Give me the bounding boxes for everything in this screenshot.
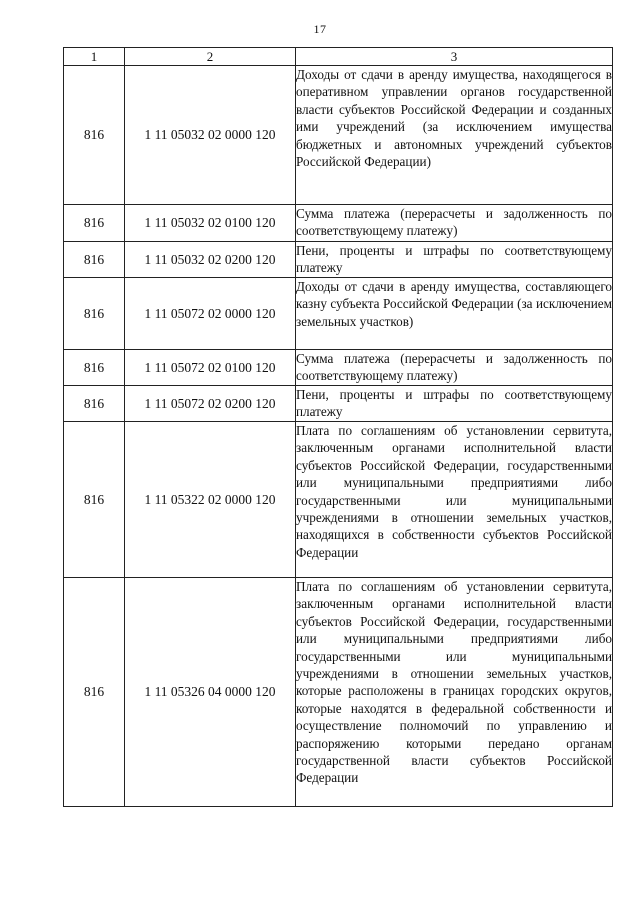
budget-code-cell: 1 11 05072 02 0100 120 xyxy=(125,350,296,386)
page-number: 17 xyxy=(313,22,327,36)
column-header-3: 3 xyxy=(296,48,613,66)
description-cell: Сумма платежа (перерасчеты и задолженность по соответствующему платежу) xyxy=(296,350,613,386)
budget-code-cell: 1 11 05072 02 0000 120 xyxy=(125,278,296,350)
budget-code-cell: 1 11 05032 02 0200 120 xyxy=(125,242,296,278)
org-code-cell: 816 xyxy=(64,278,125,350)
org-code-cell: 816 xyxy=(64,386,125,422)
org-code-cell: 816 xyxy=(64,350,125,386)
description-cell: Плата по соглашениям об установлении сервитута, заключенным органами исполнительной власти субъектов Российской Федерации, государственными или муниципальными предприятиями либо государственными или муниципальными учреждениями в отношении земельных участков, которые расположены в границах городских округов, которые находятся в федеральной собственности и осуществление полномочий по управлению и распоряжению которыми передано органам государственной власти субъектов Российской Федерации xyxy=(296,578,613,807)
table-row xyxy=(64,386,613,422)
table-row xyxy=(64,422,613,578)
budget-code-cell: 1 11 05322 02 0000 120 xyxy=(125,422,296,578)
description-cell: Доходы от сдачи в аренду имущества, находящегося в оперативном управлении органов государственной власти субъектов Российской Федерации и созданных ими учреждений (за исключением имущества бюджетных и автономных учреждений субъектов Российской Федерации) xyxy=(296,66,613,205)
table-row xyxy=(64,242,613,278)
org-code-cell: 816 xyxy=(64,422,125,578)
budget-code-cell: 1 11 05072 02 0200 120 xyxy=(125,386,296,422)
description-cell: Плата по соглашениям об установлении сервитута, заключенным органами исполнительной власти субъектов Российской Федерации, государственными или муниципальными предприятиями либо государственными или муниципальными учреждениями в отношении земельных участков, находящихся в собственности субъектов Российской Федерации xyxy=(296,422,613,578)
description-cell: Сумма платежа (перерасчеты и задолженность по соответствующему платежу) xyxy=(296,205,613,242)
description-cell: Пени, проценты и штрафы по соответствующему платежу xyxy=(296,386,613,422)
description-cell: Пени, проценты и штрафы по соответствующему платежу xyxy=(296,242,613,278)
budget-code-cell: 1 11 05326 04 0000 120 xyxy=(125,578,296,807)
table-row xyxy=(64,66,613,205)
budget-code-cell: 1 11 05032 02 0100 120 xyxy=(125,205,296,242)
org-code-cell: 816 xyxy=(64,66,125,205)
description-cell: Доходы от сдачи в аренду имущества, составляющего казну субъекта Российской Федерации (за исключением земельных участков) xyxy=(296,278,613,350)
revenue-codes-table xyxy=(63,47,613,807)
table-row xyxy=(64,350,613,386)
table-row xyxy=(64,205,613,242)
org-code-cell: 816 xyxy=(64,578,125,807)
table-row xyxy=(64,578,613,807)
column-header-2: 2 xyxy=(125,48,296,66)
org-code-cell: 816 xyxy=(64,242,125,278)
column-header-1: 1 xyxy=(64,48,125,66)
org-code-cell: 816 xyxy=(64,205,125,242)
table-row xyxy=(64,278,613,350)
table-header-row xyxy=(64,48,613,66)
budget-code-cell: 1 11 05032 02 0000 120 xyxy=(125,66,296,205)
